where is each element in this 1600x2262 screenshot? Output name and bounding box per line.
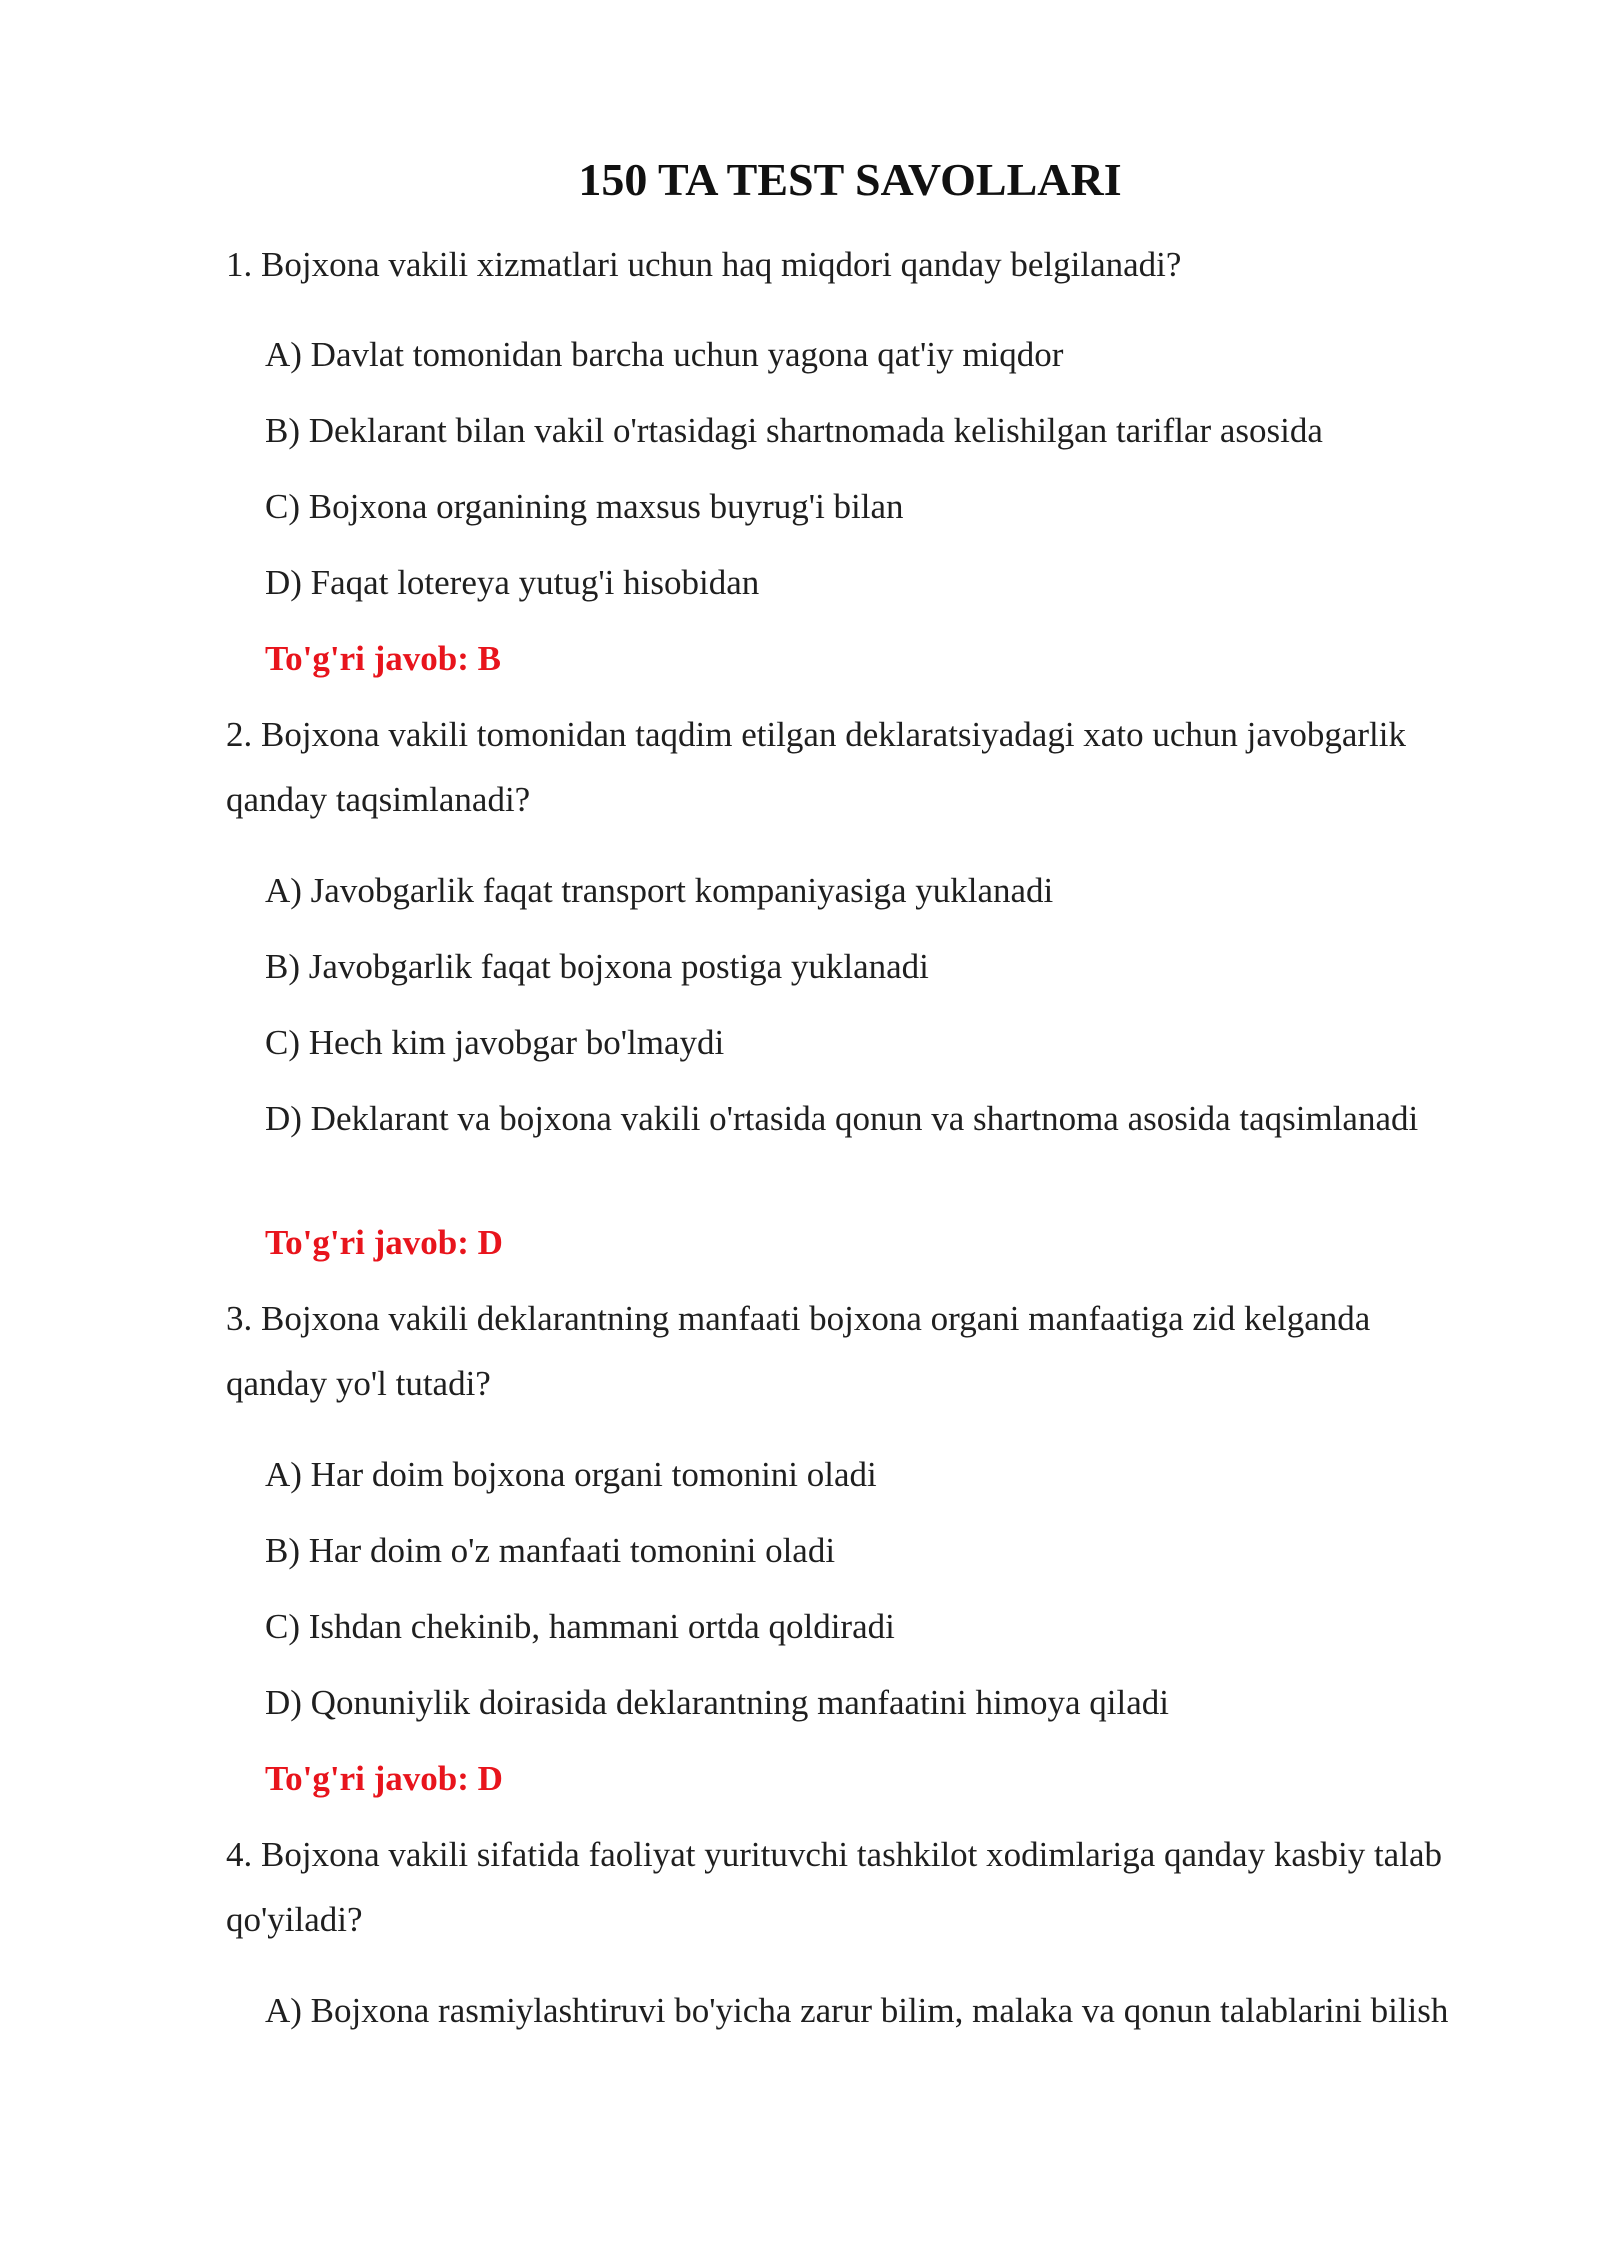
question-3-option-a: A) Har doim bojxona organi tomonini oladi xyxy=(265,1455,877,1494)
question-2-option-d: D) Deklarant va bojxona vakili o'rtasida qonun va shartnoma asosida taqsimlanadi xyxy=(265,1099,1419,1138)
question-3-option-b: B) Har doim o'z manfaati tomonini oladi xyxy=(265,1531,836,1570)
question-1: 1. Bojxona vakili xizmatlari uchun haq miqdori qanday belgilanadi? xyxy=(226,245,1182,284)
question-2-option-c: C) Hech kim javobgar bo'lmaydi xyxy=(265,1023,725,1062)
question-3-option-c: C) Ishdan chekinib, hammani ortda qoldiradi xyxy=(265,1607,895,1646)
question-2: 2. Bojxona vakili tomonidan taqdim etilgan deklaratsiyadagi xato uchun javobgarlik qanday taqsimlanadi? xyxy=(226,715,1407,819)
question-2-option-a: A) Javobgarlik faqat transport kompaniyasiga yuklanadi xyxy=(265,871,1054,910)
question-2-option-b: B) Javobgarlik faqat bojxona postiga yuklanadi xyxy=(265,947,929,986)
question-1-option-a: A) Davlat tomonidan barcha uchun yagona qat'iy miqdor xyxy=(265,335,1064,374)
question-2-answer: To'g'ri javob: D xyxy=(265,1223,503,1262)
question-1-answer: To'g'ri javob: B xyxy=(265,639,501,678)
question-3-option-d: D) Qonuniylik doirasida deklarantning manfaatini himoya qiladi xyxy=(265,1683,1169,1722)
question-4: 4. Bojxona vakili sifatida faoliyat yurituvchi tashkilot xodimlariga qanday kasbiy talab qo'yiladi? xyxy=(226,1835,1442,1939)
question-1-option-b: B) Deklarant bilan vakil o'rtasidagi shartnomada kelishilgan tariflar asosida xyxy=(265,411,1323,450)
question-3: 3. Bojxona vakili deklarantning manfaati bojxona organi manfaatiga zid kelganda qanday yo'l tutadi? xyxy=(226,1299,1371,1403)
question-1-option-c: C) Bojxona organining maxsus buyrug'i bilan xyxy=(265,487,904,526)
question-3-answer: To'g'ri javob: D xyxy=(265,1759,503,1798)
question-1-option-d: D) Faqat lotereya yutug'i hisobidan xyxy=(265,563,760,602)
question-4-option-a: A) Bojxona rasmiylashtiruvi bo'yicha zarur bilim, malaka va qonun talablarini bilish xyxy=(265,1991,1449,2030)
page-title: 150 TA TEST SAVOLLARI xyxy=(578,154,1122,205)
